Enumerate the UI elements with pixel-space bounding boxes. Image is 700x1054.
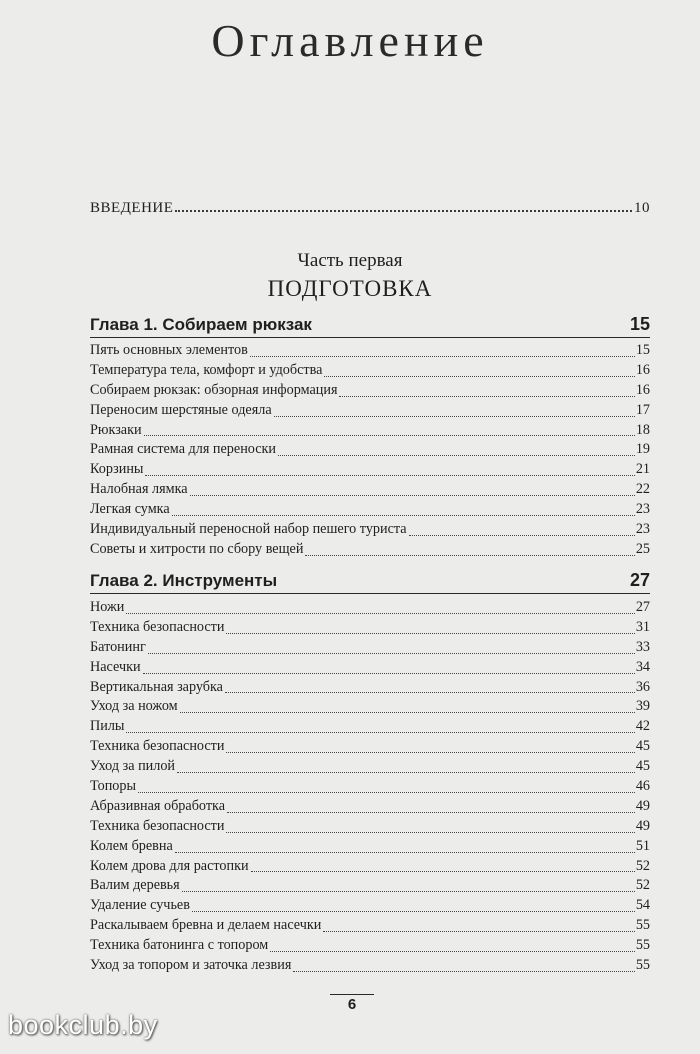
toc-entry[interactable] [90, 876, 650, 896]
toc-entry[interactable] [90, 697, 650, 717]
toc-entry-label: Раскалываем бревна и делаем насечки [90, 917, 322, 934]
toc-introduction[interactable] [90, 200, 650, 217]
toc-entry[interactable] [90, 737, 650, 757]
toc-entry[interactable] [90, 956, 650, 976]
leader-dots [225, 691, 635, 693]
toc-entry-page: 21 [635, 461, 650, 478]
chapter-title: Глава 2. Инструменты [90, 571, 278, 590]
leader-dots [148, 652, 635, 654]
toc-entry[interactable] [90, 440, 650, 460]
toc-entry-page: 42 [635, 718, 650, 735]
toc-entry[interactable] [90, 678, 650, 698]
toc-entry-page: 39 [635, 698, 650, 715]
toc-entry-label: Насечки [90, 658, 141, 675]
toc-entry-label: Пилы [90, 718, 125, 735]
chapter-heading[interactable] [90, 314, 650, 338]
toc-entry-label: Валим деревья [90, 877, 180, 894]
toc-entry[interactable] [90, 896, 650, 916]
part-title: ПОДГОТОВКА [267, 276, 433, 301]
toc-entry[interactable] [90, 341, 650, 361]
leader-dots [409, 534, 635, 536]
toc-introduction-page: 10 [634, 200, 650, 216]
leader-dots [172, 514, 635, 516]
toc-entry-label: Удаление сучьев [90, 897, 190, 914]
chapter-page: 27 [629, 570, 650, 590]
leader-dots [126, 731, 634, 733]
toc-entry-page: 49 [635, 797, 650, 814]
toc-introduction-label: ВВЕДЕНИЕ [90, 200, 174, 216]
toc-entry-label: Колем бревна [90, 837, 173, 854]
leader-dots [175, 851, 635, 853]
leader-dots [126, 612, 634, 614]
page-number: 6 [347, 996, 357, 1013]
leader-dots [192, 910, 635, 912]
leader-dots [190, 494, 635, 496]
toc-entry-label: Уход за топором и заточка лезвия [90, 957, 292, 974]
toc-entry-page: 55 [635, 957, 650, 974]
toc-entry[interactable] [90, 421, 650, 441]
toc-entry-page: 16 [635, 361, 650, 378]
leader-dots [143, 672, 635, 674]
toc-entry-label: Индивидуальный переносной набор пешего туриста [90, 521, 407, 538]
toc-entry-page: 27 [635, 599, 650, 615]
leader-dots [180, 711, 635, 713]
toc-entry-page: 15 [635, 342, 650, 358]
leader-dots [250, 355, 635, 357]
toc-entry-page: 33 [635, 638, 650, 655]
toc-entry-label: Техника безопасности [90, 738, 225, 755]
leader-dots [145, 474, 634, 476]
leader-dots [175, 209, 632, 212]
toc-entry[interactable] [90, 480, 650, 500]
leader-dots [226, 632, 634, 634]
toc-entry-label: Переносим шерстяные одеяла [90, 401, 272, 418]
toc-entry[interactable] [90, 520, 650, 540]
toc-entry-page: 51 [635, 837, 650, 854]
toc-entry-page: 45 [635, 758, 650, 775]
chapter-entries [90, 598, 650, 976]
toc-entry-page: 45 [635, 738, 650, 755]
leader-dots [324, 375, 634, 377]
toc-entry-page: 55 [635, 917, 650, 934]
toc-entry[interactable] [90, 857, 650, 877]
toc-entry-label: Температура тела, комфорт и удобства [90, 361, 323, 378]
toc-entry[interactable] [90, 460, 650, 480]
toc-entry-page: 54 [635, 897, 650, 914]
part-subtitle: Часть первая [297, 250, 403, 271]
toc-entry[interactable] [90, 717, 650, 737]
toc-entry-page: 19 [635, 441, 650, 458]
toc-entry-label: Пять основных элементов [90, 342, 248, 358]
toc-entry-label: Рамная система для переноски [90, 441, 277, 458]
watermark: bookclub.by [8, 1010, 158, 1040]
leader-dots [293, 970, 634, 972]
toc-entry-label: Уход за пилой [90, 758, 176, 775]
toc-entry[interactable] [90, 936, 650, 956]
chapter-title: Глава 1. Собираем рюкзак [90, 315, 312, 334]
toc-entry[interactable] [90, 797, 650, 817]
leader-dots [138, 791, 635, 793]
toc-entry-page: 36 [635, 678, 650, 695]
toc-entry-label: Техника батонинга с топором [90, 937, 269, 954]
toc-entry-label: Техника безопасности [90, 618, 225, 635]
toc-entry-page: 49 [635, 817, 650, 834]
toc-entry-label: Уход за ножом [90, 698, 178, 715]
toc-entry-page: 52 [635, 857, 650, 874]
toc-entry[interactable] [90, 916, 650, 936]
toc-entry-label: Батонинг [90, 638, 146, 655]
leader-dots [227, 811, 635, 813]
toc-entry-page: 31 [635, 618, 650, 635]
toc-entry-label: Вертикальная зарубка [90, 678, 223, 695]
toc-entry[interactable] [90, 500, 650, 520]
folio-rule [330, 994, 374, 995]
leader-dots [226, 751, 634, 753]
leader-dots [274, 415, 635, 417]
leader-dots [144, 434, 635, 436]
toc-entry-page: 46 [635, 778, 650, 795]
toc-entry-page: 18 [635, 421, 650, 438]
chapter-heading[interactable] [90, 570, 650, 594]
toc-entry[interactable] [90, 540, 650, 560]
leader-dots [270, 950, 635, 952]
toc-entry-label: Колем дрова для растопки [90, 857, 249, 874]
chapter-entries [90, 341, 650, 560]
toc-entry-page: 34 [635, 658, 650, 675]
toc-entry[interactable] [90, 618, 650, 638]
toc-entry-page: 25 [635, 540, 650, 557]
leader-dots [305, 554, 634, 556]
leader-dots [251, 870, 635, 872]
toc-entry-label: Рюкзаки [90, 421, 142, 438]
toc-entry[interactable] [90, 777, 650, 797]
toc-entry-label: Техника безопасности [90, 817, 225, 834]
toc-entry[interactable] [90, 598, 650, 618]
toc-entry-label: Ножи [90, 599, 125, 615]
page-title: Оглавление [211, 15, 489, 66]
toc-entry[interactable] [90, 658, 650, 678]
toc-entry-label: Легкая сумка [90, 501, 170, 518]
toc-entry-page: 23 [635, 501, 650, 518]
toc-entry-label: Корзины [90, 461, 144, 478]
toc-entry-page: 17 [635, 401, 650, 418]
toc-entry-label: Налобная лямка [90, 481, 188, 498]
leader-dots [226, 831, 634, 833]
toc-entry-label: Абразивная обработка [90, 797, 225, 814]
toc-entry-page: 22 [635, 481, 650, 498]
toc-entry-label: Собираем рюкзак: обзорная информация [90, 381, 338, 398]
leader-dots [182, 890, 635, 892]
toc-entry[interactable] [90, 817, 650, 837]
leader-dots [323, 930, 634, 932]
toc-entry[interactable] [90, 401, 650, 421]
leader-dots [177, 771, 635, 773]
toc-entry-page: 52 [635, 877, 650, 894]
toc-entry-page: 23 [635, 521, 650, 538]
toc-entry[interactable] [90, 381, 650, 401]
leader-dots [339, 395, 634, 397]
toc-entry[interactable] [90, 757, 650, 777]
toc-entry[interactable] [90, 837, 650, 857]
toc-entry-page: 16 [635, 381, 650, 398]
toc-entry-label: Советы и хитрости по сбору вещей [90, 540, 304, 557]
toc-entry[interactable] [90, 638, 650, 658]
toc-entry-page: 55 [635, 937, 650, 954]
toc-entry-label: Топоры [90, 778, 137, 795]
leader-dots [278, 454, 635, 456]
toc-entry[interactable] [90, 361, 650, 381]
chapter-page: 15 [629, 314, 650, 334]
